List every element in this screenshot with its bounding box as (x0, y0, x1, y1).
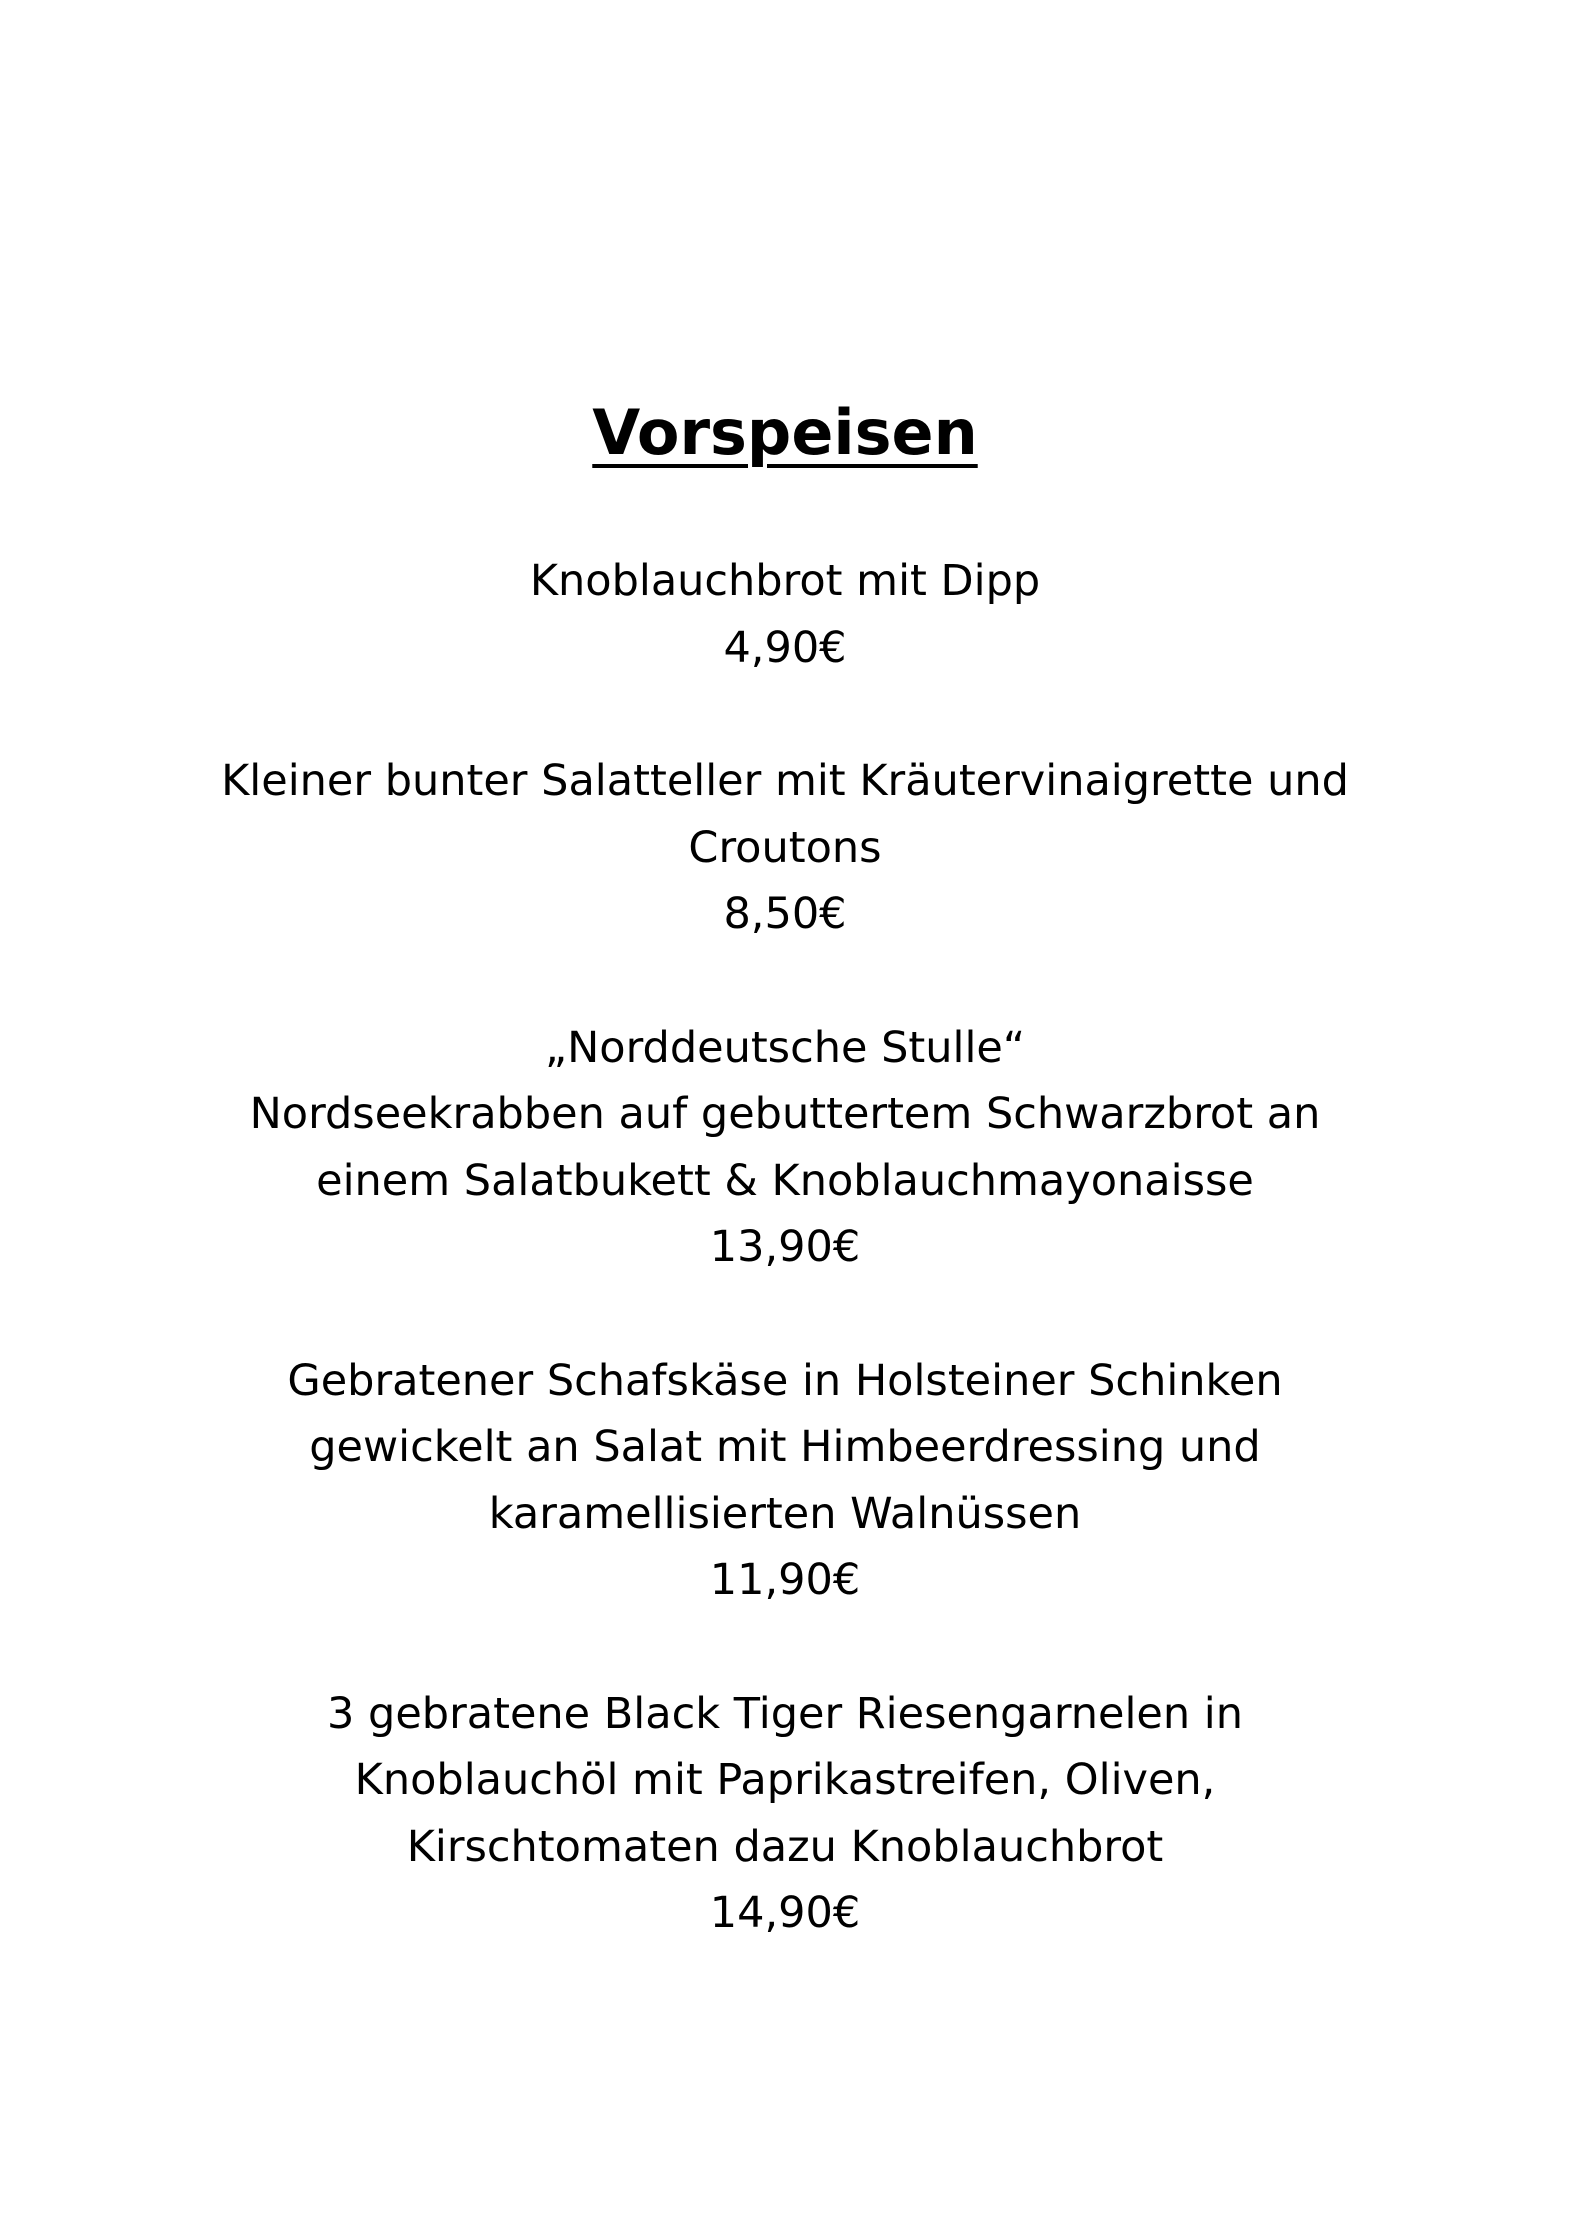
menu-item (0, 1681, 1570, 1947)
item-description-line: Kirschtomaten dazu Knoblauchbrot (406, 1821, 1164, 1872)
item-price: 14,90€ (709, 1888, 861, 1938)
menu-item (0, 1348, 1570, 1614)
item-price: 13,90€ (709, 1222, 861, 1272)
item-description-line: gewickelt an Salat mit Himbeerdressing und (309, 1422, 1261, 1472)
menu-item (0, 748, 1570, 948)
item-description-line: Knoblauchbrot mit Dipp (529, 556, 1041, 606)
item-description-line: Knoblauchöl mit Paprikastreifen, Oliven, (354, 1755, 1216, 1805)
menu-item (0, 1015, 1570, 1281)
item-price: 4,90€ (723, 622, 847, 673)
item-price: 11,90€ (709, 1555, 861, 1605)
item-description-line: Gebratener Schafskäse in Holsteiner Schinken (287, 1355, 1283, 1406)
item-description-line: Kleiner bunter Salatteller mit Kräutervinaigrette und (221, 756, 1349, 806)
menu-item (0, 548, 1570, 681)
item-description-line: einem Salatbukett & Knoblauchmayonaisse (316, 1155, 1254, 1206)
item-description-line: karamellisierten Walnüssen (488, 1488, 1082, 1539)
item-name: „Norddeutsche Stulle“ (544, 1022, 1026, 1073)
item-description-line: 3 gebratene Black Tiger Riesengarnelen in (327, 1688, 1243, 1739)
item-description-line: Nordseekrabben auf gebuttertem Schwarzbrot an (249, 1089, 1321, 1139)
item-price: 8,50€ (723, 889, 847, 939)
item-description-line: Croutons (688, 822, 882, 873)
menu-list (0, 548, 1570, 2014)
page-title: Vorspeisen (592, 396, 978, 469)
